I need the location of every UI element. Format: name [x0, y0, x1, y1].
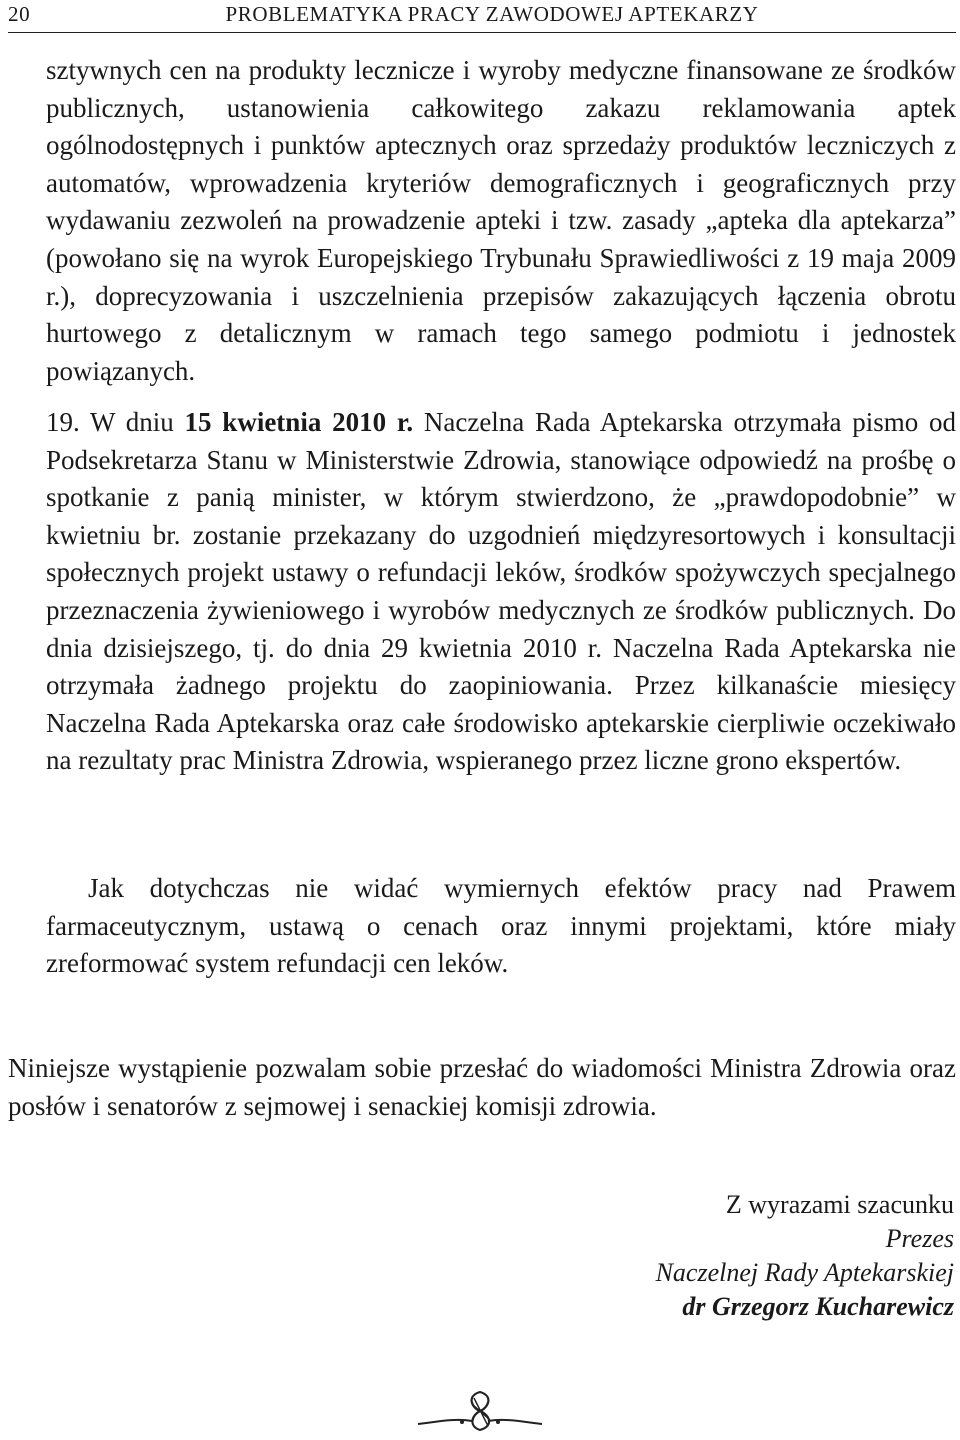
running-header [8, 0, 956, 33]
paragraph-item-19 [46, 404, 956, 780]
paragraph-continuation: sztywnych cen na produkty lecznicze i wyroby medyczne finansowane ze środków publicznych, ustanowienia całkowitego zakazu reklamowania aptek ogólnodostępnych i punktów aptecznych oraz sprzedaży produktów leczniczych z automatów, wprowadzenia kryteriów demograficznych i geograficznych przy wydawaniu zezwoleń na prowadzenie apteki i tzw. zasady „apteka dla aptekarza” (powołano się na wyrok Europejskiego Trybunału Sprawiedliwości z 19 maja 2009 r.), doprecyzowania i uszczelnienia przepisów zakazujących łączenia obrotu hurtowego z detalicznym w ramach tego samego podmiotu i jednostek powiązanych. [46, 55, 956, 386]
page-number: 20 [8, 2, 31, 26]
paragraph-closing-note: Niniejsze wystąpienie pozwalam sobie przesłać do wiadomości Ministra Zdrowia oraz posłów i senatorów z sejmowej i senackiej komisji zdrowia. [8, 1053, 956, 1121]
item-date: 15 kwietnia 2010 r. [184, 407, 414, 437]
item-intro: 19. W dniu [46, 407, 185, 437]
paragraph-conclusion: Jak dotychczas nie widać wymiernych efektów pracy nad Prawem farmaceutycznym, ustawą o cenach oraz innymi projektami, które miały zreformować system refundacji cen leków. [46, 873, 956, 979]
signature-organization: Naczelnej Rady Aptekarskiej [655, 1258, 954, 1287]
flourish-ornament-icon [414, 1388, 546, 1434]
signature-name: dr Grzegorz Kucharewicz [682, 1292, 954, 1321]
signature-block [656, 1188, 954, 1324]
signature-closing: Z wyrazami szacunku [725, 1190, 954, 1219]
running-title: PROBLEMATYKA PRACY ZAWODOWEJ APTEKARZY [225, 2, 759, 26]
item-body: Naczelna Rada Aptekarska otrzymała pismo od Podsekretarza Stanu w Ministerstwie Zdrowia, stanowiące odpowiedź na prośbę o spotkanie z panią minister, w którym stwierdzono, że „prawdopodobnie” w kwietniu br. zostanie przekazany do uzgodnień międzyresortowych i konsultacji społecznych projekt ustawy o refundacji leków, środków spożywczych specjalnego przeznaczenia żywieniowego i wyrobów medycznych ze środków publicznych. Do dnia dzisiejszego, tj. do dnia 29 kwietnia 2010 r. Naczelna Rada Aptekarska nie otrzymała żadnego projektu do zaopiniowania. Przez kilkanaście miesięcy Naczelna Rada Aptekarska oraz całe środowisko aptekarskie cierpliwie oczekiwało na rezultaty prac Ministra Zdrowia, wspieranego przez liczne grono ekspertów. [46, 407, 956, 776]
signature-role: Prezes [885, 1224, 954, 1253]
